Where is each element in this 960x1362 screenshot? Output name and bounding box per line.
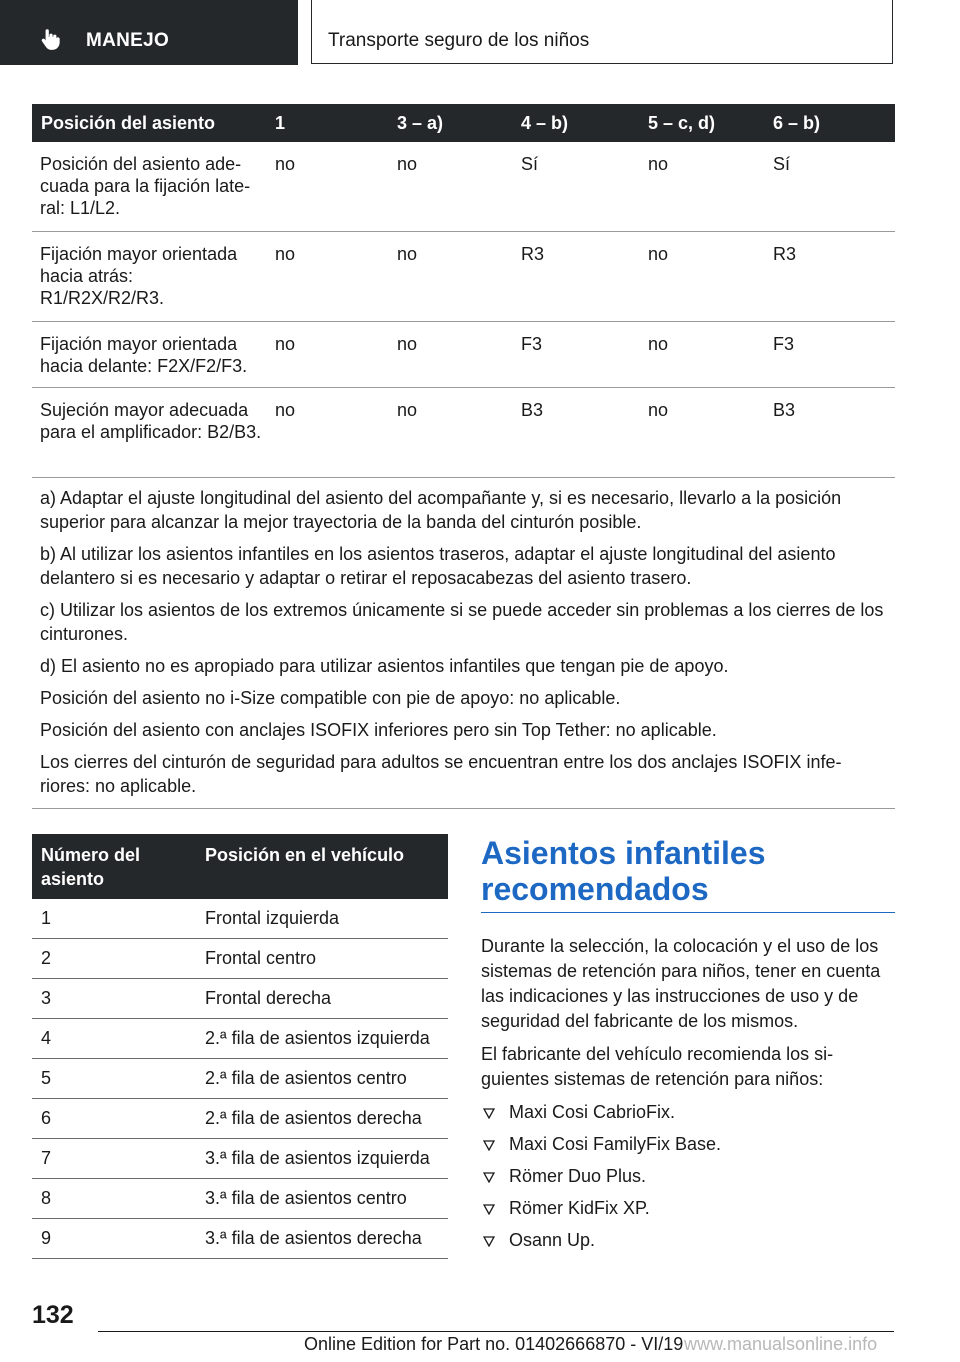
seat-number: 4 — [32, 1019, 196, 1059]
seat-position: 3.ª fila de asientos derecha — [196, 1219, 448, 1259]
table-cell: no — [639, 388, 764, 478]
section-heading: Asientos infantiles recomendados — [481, 835, 766, 907]
section-label: MANEJO — [86, 30, 170, 51]
table-cell: no — [388, 322, 512, 388]
list-item — [481, 1196, 893, 1228]
seat-position: 2.ª fila de asientos centro — [196, 1059, 448, 1099]
footnote: c) Utilizar los asientos de los extremos únicamente si se puede acceder sin problemas a los cierres de los cinturones. — [40, 600, 884, 644]
triangle-bullet-icon — [483, 1236, 495, 1247]
page-number: 132 — [32, 1301, 74, 1329]
table-row — [32, 388, 895, 478]
footnote: b) Al utilizar los asientos infantiles en los asientos traseros, adaptar el ajuste longitudinal del asiento delantero si es necesario y adaptar o retirar el reposacabezas del asiento trasero. — [40, 544, 836, 588]
seat-position-table — [32, 834, 448, 1259]
column-header: 5 – c, d) — [639, 104, 764, 142]
table-row — [32, 232, 895, 322]
hand-pointer-icon — [38, 26, 64, 52]
table-row — [32, 1179, 448, 1219]
seat-position: Frontal izquierda — [196, 899, 448, 939]
column-header: Número del asiento — [32, 834, 196, 899]
table-cell: no — [388, 142, 512, 232]
table-row — [32, 1059, 448, 1099]
seat-number: 8 — [32, 1179, 196, 1219]
table-row — [32, 322, 895, 388]
table-cell: F3 — [764, 322, 895, 388]
table-cell: Sujeción mayor adecuada para el amplificador: B2/B3. — [32, 388, 266, 478]
triangle-bullet-icon — [483, 1108, 495, 1119]
chapter-title: Transporte seguro de los niños — [328, 30, 590, 51]
list-item-label: Maxi Cosi FamilyFix Base. — [509, 1134, 722, 1154]
table-row — [32, 979, 448, 1019]
triangle-bullet-icon — [483, 1172, 495, 1183]
seat-number: 2 — [32, 939, 196, 979]
table-cell: no — [266, 232, 388, 322]
footer-rule — [98, 1331, 894, 1332]
footnote: Posición del asiento con anclajes ISOFIX inferiores pero sin Top Tether: no aplicable. — [40, 720, 717, 740]
column-header: Posición en el vehículo — [196, 834, 448, 899]
seat-position: Frontal derecha — [196, 979, 448, 1019]
table-cell: F3 — [512, 322, 639, 388]
seat-number: 1 — [32, 899, 196, 939]
table-cell: no — [639, 142, 764, 232]
table-cell: Sí — [512, 142, 639, 232]
list-item — [481, 1100, 893, 1132]
recommended-section — [481, 934, 893, 1260]
triangle-bullet-icon — [483, 1140, 495, 1151]
watermark: www.manualsonline.info — [684, 1334, 878, 1354]
list-item-label: Osann Up. — [509, 1230, 596, 1250]
footnote: d) El asiento no es apropiado para utilizar asientos infantiles que tengan pie de apoyo. — [40, 656, 729, 676]
section-tab — [0, 0, 298, 65]
table-cell: R3 — [512, 232, 639, 322]
chapter-header — [311, 0, 893, 64]
table-cell: R3 — [764, 232, 895, 322]
table-row — [32, 1099, 448, 1139]
divider — [32, 808, 895, 809]
table-cell: B3 — [764, 388, 895, 478]
table-row — [32, 1219, 448, 1259]
table-cell: no — [388, 388, 512, 478]
edition-note: Online Edition for Part no. 01402666870 - VI/19 — [304, 1334, 684, 1354]
footnote: a) Adaptar el ajuste longitudinal del asiento del acompañante y, si es necesario, llevarlo a la posición superior para alcanzar la mejor trayectoria de la banda del cinturón posible. — [40, 488, 842, 532]
table-cell: no — [266, 322, 388, 388]
seat-number: 5 — [32, 1059, 196, 1099]
table-cell: Sí — [764, 142, 895, 232]
footnote: Posición del asiento no i-Size compatible con pie de apoyo: no aplicable. — [40, 688, 621, 708]
table-footnotes — [40, 486, 888, 806]
table-cell: Fijación mayor orientada hacia atrás: R1/R2X/R2/R3. — [32, 232, 266, 322]
recommended-list — [481, 1100, 893, 1260]
table-header-row — [32, 834, 448, 899]
table-cell: Fijación mayor orientada hacia delante: F2X/F2/F3. — [32, 322, 266, 388]
column-header: 1 — [266, 104, 388, 142]
triangle-bullet-icon — [483, 1204, 495, 1215]
list-item — [481, 1132, 893, 1164]
list-item — [481, 1164, 893, 1196]
table-cell: Posición del asiento ade-cuada para la fijación late-ral: L1/L2. — [32, 142, 266, 232]
seat-suitability-table — [32, 104, 895, 478]
footnote: Los cierres del cinturón de seguridad para adultos se encuentran entre los dos anclajes ISOFIX infe-riores: no aplicable. — [40, 752, 842, 796]
column-header: 3 – a) — [388, 104, 512, 142]
list-item-label: Römer Duo Plus. — [509, 1166, 647, 1186]
column-header: 4 – b) — [512, 104, 639, 142]
paragraph: Durante la selección, la colocación y el uso de los sistemas de retención para niños, tener en cuenta las indicaciones y las instrucciones de uso y de seguridad del fabricante de los mismos. — [481, 936, 881, 1031]
table-row — [32, 142, 895, 232]
list-item — [481, 1228, 893, 1260]
seat-position: 2.ª fila de asientos izquierda — [196, 1019, 448, 1059]
page-header — [0, 0, 960, 66]
table-row — [32, 1139, 448, 1179]
table-row — [32, 1019, 448, 1059]
table-cell: no — [266, 142, 388, 232]
column-header: Posición del asiento — [32, 104, 266, 142]
table-header-row — [32, 104, 895, 142]
table-cell: B3 — [512, 388, 639, 478]
table-row — [32, 939, 448, 979]
seat-number: 3 — [32, 979, 196, 1019]
table-cell: no — [388, 232, 512, 322]
table-cell: no — [266, 388, 388, 478]
seat-number: 9 — [32, 1219, 196, 1259]
paragraph: El fabricante del vehículo recomienda los si-guientes sistemas de retención para niños: — [481, 1044, 834, 1089]
seat-position: 2.ª fila de asientos derecha — [196, 1099, 448, 1139]
column-header: 6 – b) — [764, 104, 895, 142]
table-cell: no — [639, 322, 764, 388]
list-item-label: Römer KidFix XP. — [509, 1198, 650, 1218]
table-row — [32, 899, 448, 939]
heading-rule — [481, 912, 895, 913]
seat-number: 6 — [32, 1099, 196, 1139]
seat-position: Frontal centro — [196, 939, 448, 979]
list-item-label: Maxi Cosi CabrioFix. — [509, 1102, 676, 1122]
table-cell: no — [639, 232, 764, 322]
seat-position: 3.ª fila de asientos izquierda — [196, 1139, 448, 1179]
seat-position: 3.ª fila de asientos centro — [196, 1179, 448, 1219]
seat-number: 7 — [32, 1139, 196, 1179]
